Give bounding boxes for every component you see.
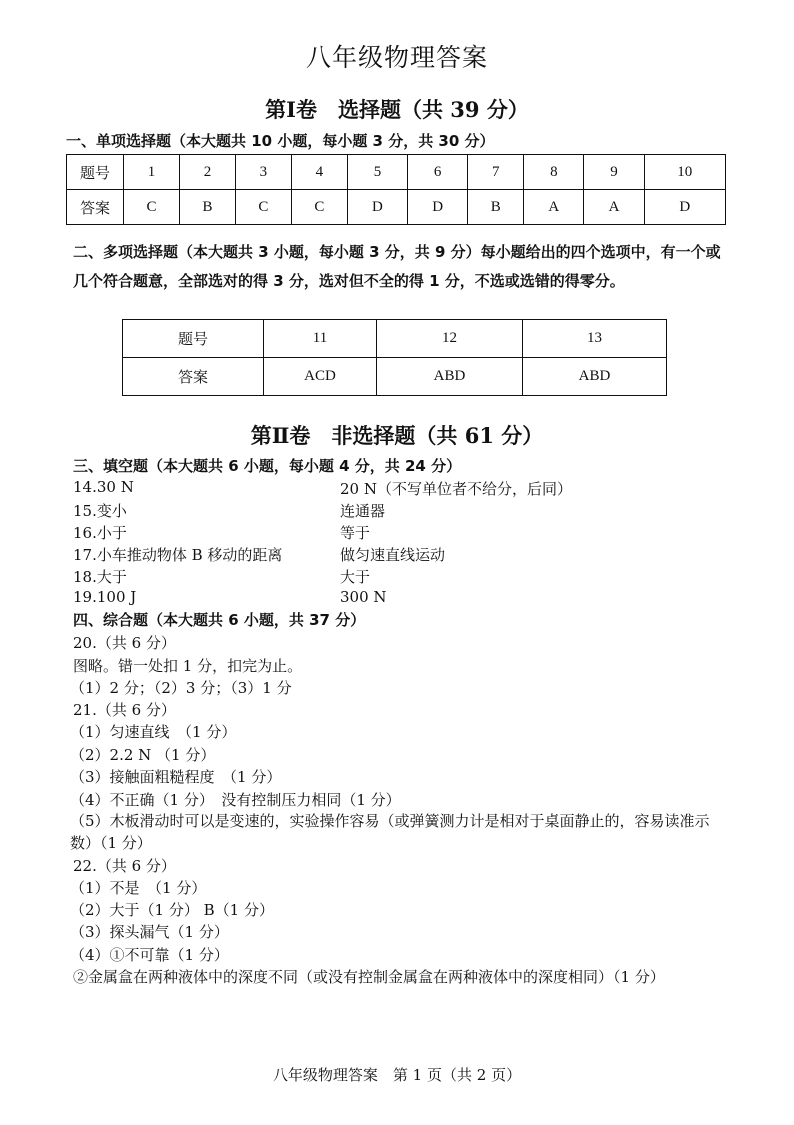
table-row [67, 155, 726, 190]
table-row [123, 358, 667, 396]
answer-paragraph: ②金属盒在两种液体中的深度不同（或没有控制金属盒在两种液体中的深度相同）（1 分） [73, 968, 665, 986]
fill-answer-right: 大于 [340, 568, 371, 586]
answer-cell: A [584, 190, 644, 225]
question-number: 7 [468, 155, 524, 190]
answer-cell: A [524, 190, 584, 225]
table-row [123, 320, 667, 358]
answer-line: 20.（共 6 分） [73, 634, 176, 652]
question-number: 10 [644, 155, 725, 190]
answer-cell: C [291, 190, 347, 225]
fill-answer-left: 14.30 N [73, 478, 134, 496]
answer-line: （2）大于（1 分） B（1 分） [70, 901, 274, 919]
single-choice-table [66, 154, 726, 225]
part1-title: 第Ⅰ卷 选择题（共 39 分） [265, 97, 529, 122]
answer-cell: D [408, 190, 468, 225]
answer-line: 22.（共 6 分） [73, 857, 176, 875]
document-title: 八年级物理答案 [305, 43, 488, 72]
table-row [67, 190, 726, 225]
answer-cell: D [644, 190, 725, 225]
answer-line: （3）接触面粗糙程度 （1 分） [70, 768, 282, 786]
row-label-answer: 答案 [123, 358, 264, 396]
answer-cell: B [179, 190, 235, 225]
fill-answer-left: 16.小于 [73, 524, 127, 542]
question-number: 6 [408, 155, 468, 190]
answer-cell: D [347, 190, 407, 225]
multiple-choice-table [122, 319, 667, 396]
question-number: 11 [264, 320, 377, 358]
answer-line: （1）匀速直线 （1 分） [70, 723, 237, 741]
row-label-answer: 答案 [67, 190, 124, 225]
question-number: 12 [377, 320, 523, 358]
fill-answer-left: 17.小车推动物体 B 移动的距离 [73, 546, 283, 564]
answer-line: （1）2 分；（2）3 分；（3）1 分 [70, 679, 292, 697]
section3-heading: 三、填空题（本大题共 6 小题，每小题 4 分，共 24 分） [73, 457, 462, 475]
fill-answer-right: 等于 [340, 524, 371, 542]
answer-line: （4）①不可靠（1 分） [70, 946, 229, 964]
answer-line: （3）探头漏气（1 分） [70, 923, 229, 941]
fill-answer-right: 连通器 [340, 502, 386, 520]
answer-line: 21.（共 6 分） [73, 701, 176, 719]
answer-cell: C [124, 190, 180, 225]
answer-cell: ABD [523, 358, 667, 396]
answer-paragraph: （5）木板滑动时可以是变速的，实验操作容易（或弹簧测力计是相对于桌面静止的，容易读准示数）（1 分） [70, 812, 710, 852]
fill-answer-left: 19.100 J [73, 588, 137, 606]
answer-cell: B [468, 190, 524, 225]
question-number: 8 [524, 155, 584, 190]
question-number: 4 [291, 155, 347, 190]
answer-line: 图略。错一处扣 1 分，扣完为止。 [73, 657, 303, 675]
row-label-question: 题号 [67, 155, 124, 190]
answer-cell: C [235, 190, 291, 225]
page-footer: 八年级物理答案 第 1 页（共 2 页） [272, 1066, 522, 1084]
answer-line: （2）2.2 N （1 分） [70, 746, 216, 764]
answer-cell: ABD [377, 358, 523, 396]
question-number: 3 [235, 155, 291, 190]
answer-cell: ACD [264, 358, 377, 396]
part2-title: 第Ⅱ卷 非选择题（共 61 分） [250, 423, 544, 448]
fill-answer-left: 15.变小 [73, 502, 127, 520]
question-number: 5 [347, 155, 407, 190]
fill-answer-right: 20 N（不写单位者不给分，后同） [340, 480, 572, 498]
question-number: 2 [179, 155, 235, 190]
section2-heading: 二、多项选择题（本大题共 3 小题，每小题 3 分，共 9 分）每小题给出的四个选项中，有一个或几个符合题意，全部选对的得 3 分，选对但不全的得 1 分，不选或选错的得零分。 [73, 243, 721, 290]
section1-heading: 一、单项选择题（本大题共 10 小题，每小题 3 分，共 30 分） [66, 132, 495, 150]
section4-heading: 四、综合题（本大题共 6 小题，共 37 分） [73, 611, 366, 629]
fill-answer-left: 18.大于 [73, 568, 127, 586]
answer-line: （4）不正确（1 分） 没有控制压力相同（1 分） [70, 791, 401, 809]
question-number: 1 [124, 155, 180, 190]
question-number: 9 [584, 155, 644, 190]
fill-answer-right: 做匀速直线运动 [340, 546, 446, 564]
row-label-question: 题号 [123, 320, 264, 358]
answer-line: （1）不是 （1 分） [70, 879, 207, 897]
question-number: 13 [523, 320, 667, 358]
fill-answer-right: 300 N [340, 588, 387, 606]
